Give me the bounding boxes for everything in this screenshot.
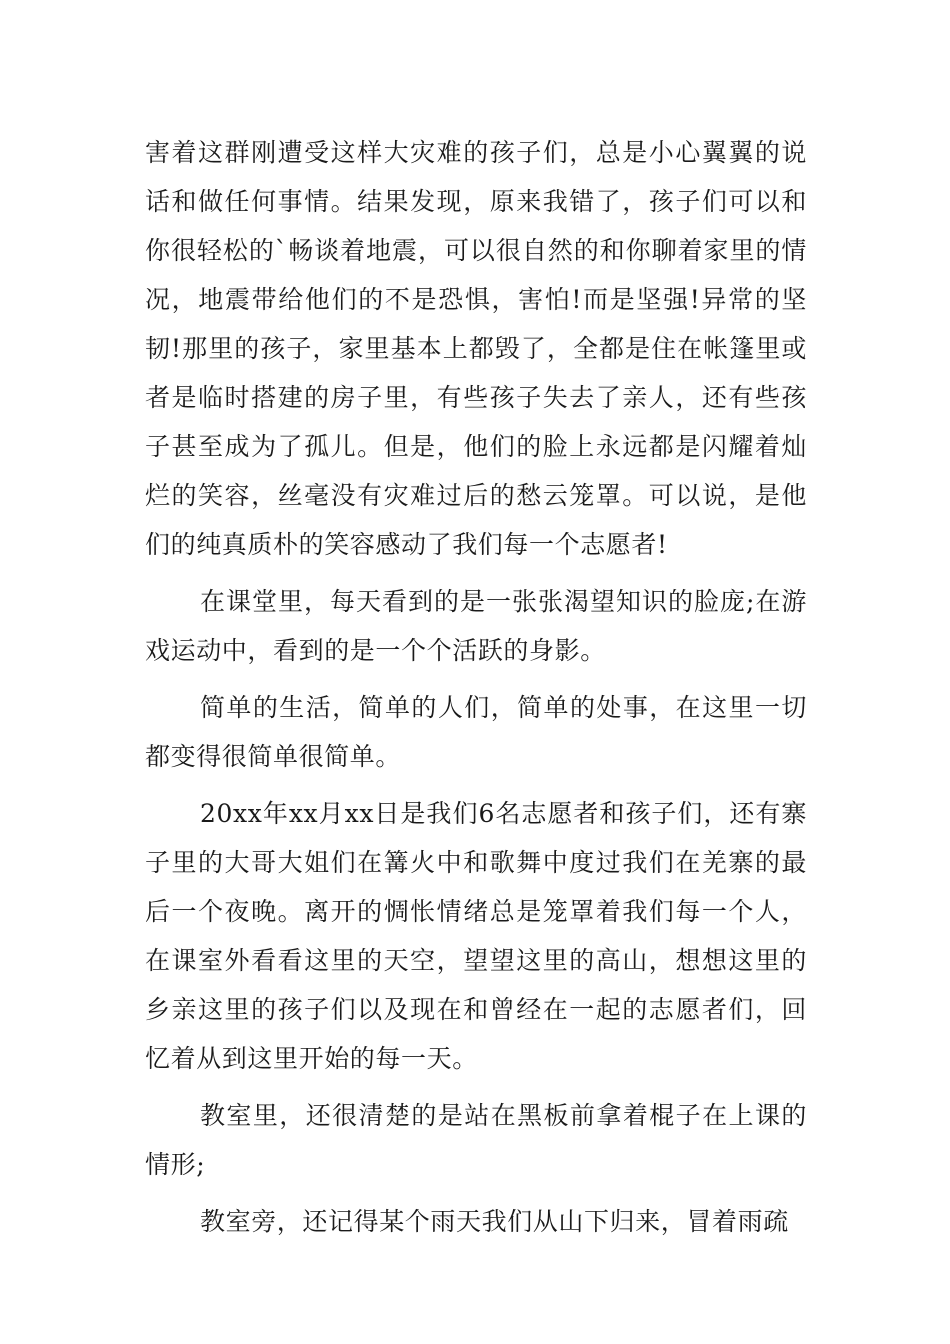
paragraph-1: 害着这群刚遭受这样大灾难的孩子们，总是小心翼翼的说话和做任何事情。结果发现，原来我错了，孩子们可以和你很轻松的`畅谈着地震，可以很自然的和你聊着家里的情况，地震带给他们的不是恐惧，害怕!而是坚强!异常的坚韧!那里的孩子，家里基本上都毁了，全都是住在帐篷里或者是临时搭建的房子里，有些孩子失去了亲人，还有些孩子甚至成为了孤儿。但是，他们的脸上永远都是闪耀着灿烂的笑容，丝毫没有灾难过后的愁云笼罩。可以说，是他们的纯真质朴的笑容感动了我们每一个志愿者! [145, 138, 807, 559]
paragraph-3: 简单的生活，简单的人们，简单的处事，在这里一切都变得很简单很简单。 [145, 693, 807, 771]
paragraph-2: 在课堂里，每天看到的是一张张渴望知识的脸庞;在游戏运动中，看到的是一个个活跃的身影。 [145, 587, 807, 665]
paragraph-4: 20xx年xx月xx日是我们6名志愿者和孩子们，还有寨子里的大哥大姐们在篝火中和歌舞中度过我们在羌寨的最后一个夜晚。离开的惆怅情绪总是笼罩着我们每一个人，在课室外看看这里的天空，望望这里的高山，想想这里的乡亲这里的孩子们以及现在和曾经在一起的志愿者们，回忆着从到这里开始的每一天。 [145, 799, 807, 1073]
paragraph-5: 教室里，还很清楚的是站在黑板前拿着棍子在上课的情形; [145, 1101, 807, 1179]
paragraph-6: 教室旁，还记得某个雨天我们从山下归来，冒着雨疏 [200, 1207, 789, 1236]
document-body [145, 128, 807, 1246]
